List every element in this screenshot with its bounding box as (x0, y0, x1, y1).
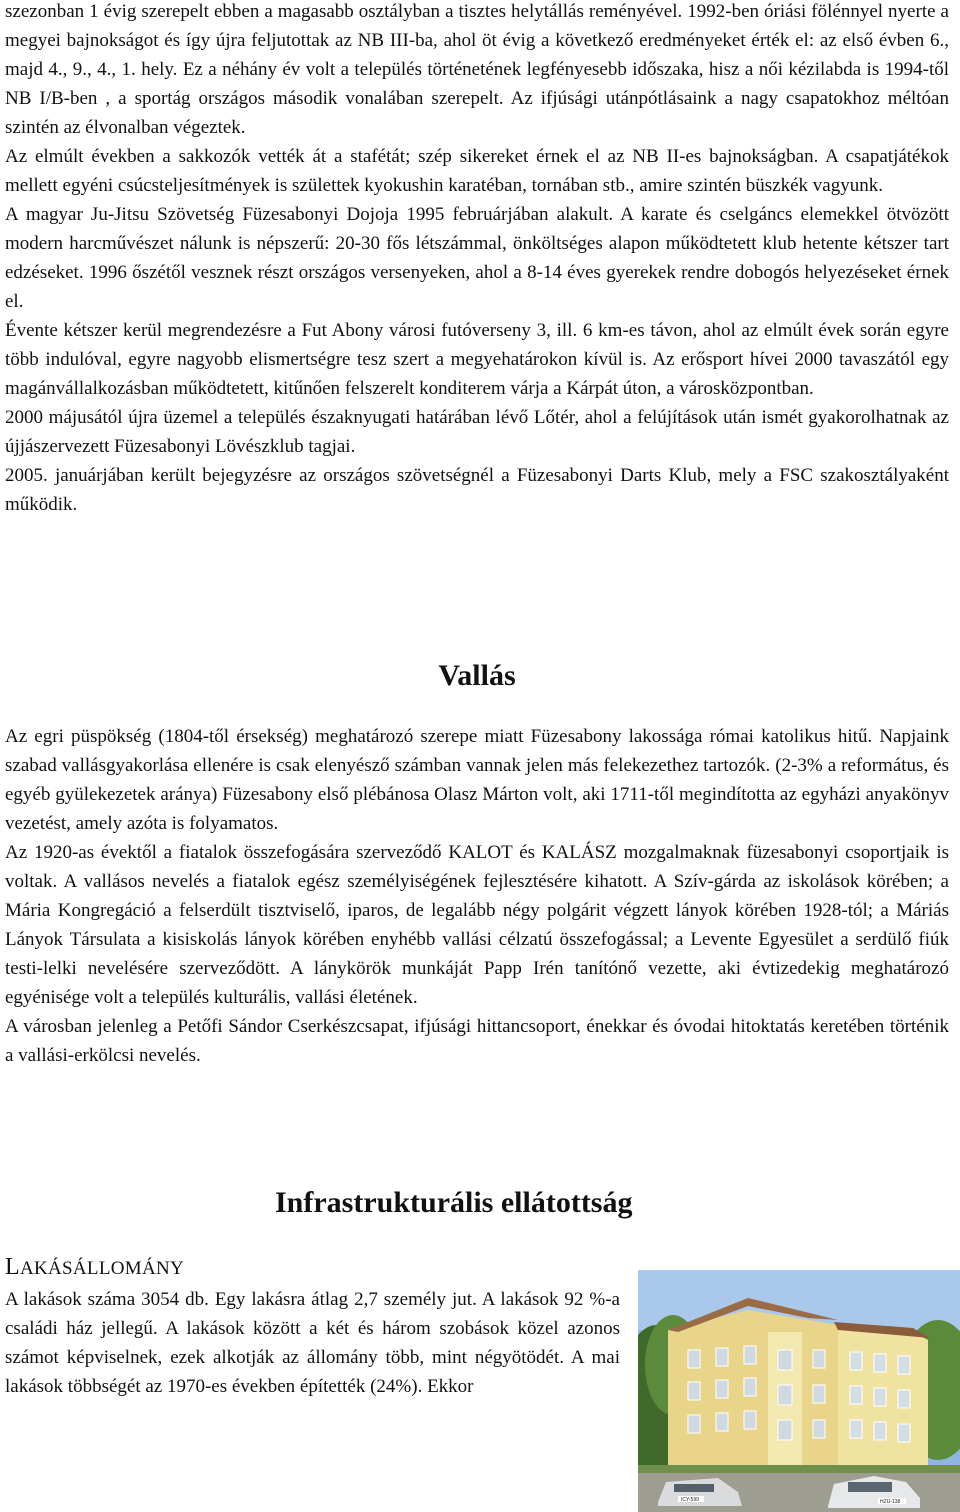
paragraph: 2000 májusától újra üzemel a település északnyugati határában lévő Lőtér, ahol a felújítások után ismét gyakorolhatnak az újjászervezett Füzesabonyi Lövészklub tagjai. (5, 407, 949, 457)
paragraph: Évente kétszer kerül megrendezésre a Fut Abony városi futóverseny 3, ill. 6 km-es távon, ahol az elmúlt évek során egyre több indulóval, egyre nagyobb elismertségre tesz szert a megyehatárokon kívül is. Az erősport hívei 2000 tavaszától egy magánvállalkozásban működtetett, kitűnően felszerelt konditerem várja a Kárpát úton, a városközpontban. (5, 320, 949, 399)
subheading-rest: AKÁSÁLLOMÁNY (19, 1258, 185, 1279)
sports-section (5, 0, 949, 519)
paragraph: A városban jelenleg a Petőfi Sándor Cserkészcsapat, ifjúsági hittancsoport, énekkar és óvodai hitoktatás keretében történik a vallási-erkölcsi nevelés. (5, 1016, 949, 1066)
paragraph: szezonban 1 évig szerepelt ebben a magasabb osztályban a tisztes helytállás reményével. 1992-ben óriási fölénnyel nyerte a megyei bajnokságot és így újra feljutottak az NB III-ba, ahol öt évig a következő eredményeket érték el: az első évben 6., majd 4., 9., 4., 1. hely. Ez a néhány év volt a település történetének legfényesebb időszaka, hisz a női kézilabda is 1994-től NB I/B-ben , a sportág országos második vonalában szerepelt. Az ifjúsági utánpótlásaink a nagy csapatokhoz méltóan szintén az élvonalban végeztek. (5, 1, 949, 138)
license-plate-text: ICY-599 (681, 1497, 699, 1503)
paragraph: Az 1920-as évektől a fiatalok összefogására szerveződő KALOT és KALÁSZ mozgalmaknak füzesabonyi csoportjaik is voltak. A vallásos nevelés a fiatalok egész személyiségének fejlesztésére kihatott. A Szív-gárda az iskolások körében; a Mária Kongregáció a felserdült tisztviselő, iparos, de legalább négy polgárit végzett lányok körében 1928-tól; a Máriás Lányok Társulata a kisiskolás lányok körében enyhébb vallási célzatú összefogással; a Levente Egyesület a serdülő fiúk testi-lelki nevelésére szerveződött. A lánykörök munkáját Papp Irén tanítónő vezette, aki évtizedekig meghatározó egyénisége volt a település kulturális, vallási életének. (5, 842, 949, 1008)
subheading-housing (5, 1253, 184, 1283)
paragraph: Az elmúlt években a sakkozók vették át a stafétát; szép sikereket érnek el az NB II-es bajnokságban. A csapatjátékok mellett egyéni csúcsteljesítmények is születtek kyokushin karatéban, tornában stb., amire szintén büszkék vagyunk. (5, 146, 949, 196)
paragraph: Az egri püspökség (1804-től érsekség) meghatározó szerepe miatt Füzesabony lakossága római katolikus hitű. Napjaink szabad vallásgyakorlása ellenére is csak elenyésző számban vannak jelen más felekezethez tartozók. (2-3% a református, és egyéb gyülekezetek aránya) Füzesabony első plébánosa Olasz Márton volt, aki 1711-től megindította az egyházi anyakönyv vezetést, amely azóta is folyamatos. (5, 726, 949, 834)
paragraph: A lakások száma 3054 db. Egy lakásra átlag 2,7 személy jut. A lakások 92 %-a családi ház jellegű. A lakások között a két és három szobások közel azonos számot képviselnek, ezek alkotják az állomány több, mint négyötödét. A mai lakások többségét az 1970-es években építették (24%). Ekkor (5, 1289, 620, 1397)
building-photo (638, 1270, 960, 1512)
religion-section (5, 722, 949, 1070)
section-title-religion: Vallás (438, 659, 516, 692)
section-title-infrastructure: Infrastrukturális ellátottság (275, 1186, 633, 1219)
paragraph: 2005. januárjában került bejegyzésre az országos szövetségnél a Füzesabonyi Darts Klub, mely a FSC szakosztályaként működik. (5, 465, 949, 515)
license-plate-text: HZU-138 (880, 1499, 901, 1505)
subheading-initial: L (5, 1254, 20, 1280)
paragraph: A magyar Ju-Jitsu Szövetség Füzesabonyi Dojoja 1995 februárjában alakult. A karate és cselgáncs elemekkel ötvözött modern harcművészet nálunk is népszerű: 20-30 fős létszámmal, önköltséges alapon működtetett klub hetente kétszer tart edzéseket. 1996 őszétől vesznek részt országos versenyeken, ahol a 8-14 éves gyerekek rendre dobogós helyezéseket érnek el. (5, 204, 949, 312)
housing-section (5, 1285, 620, 1401)
